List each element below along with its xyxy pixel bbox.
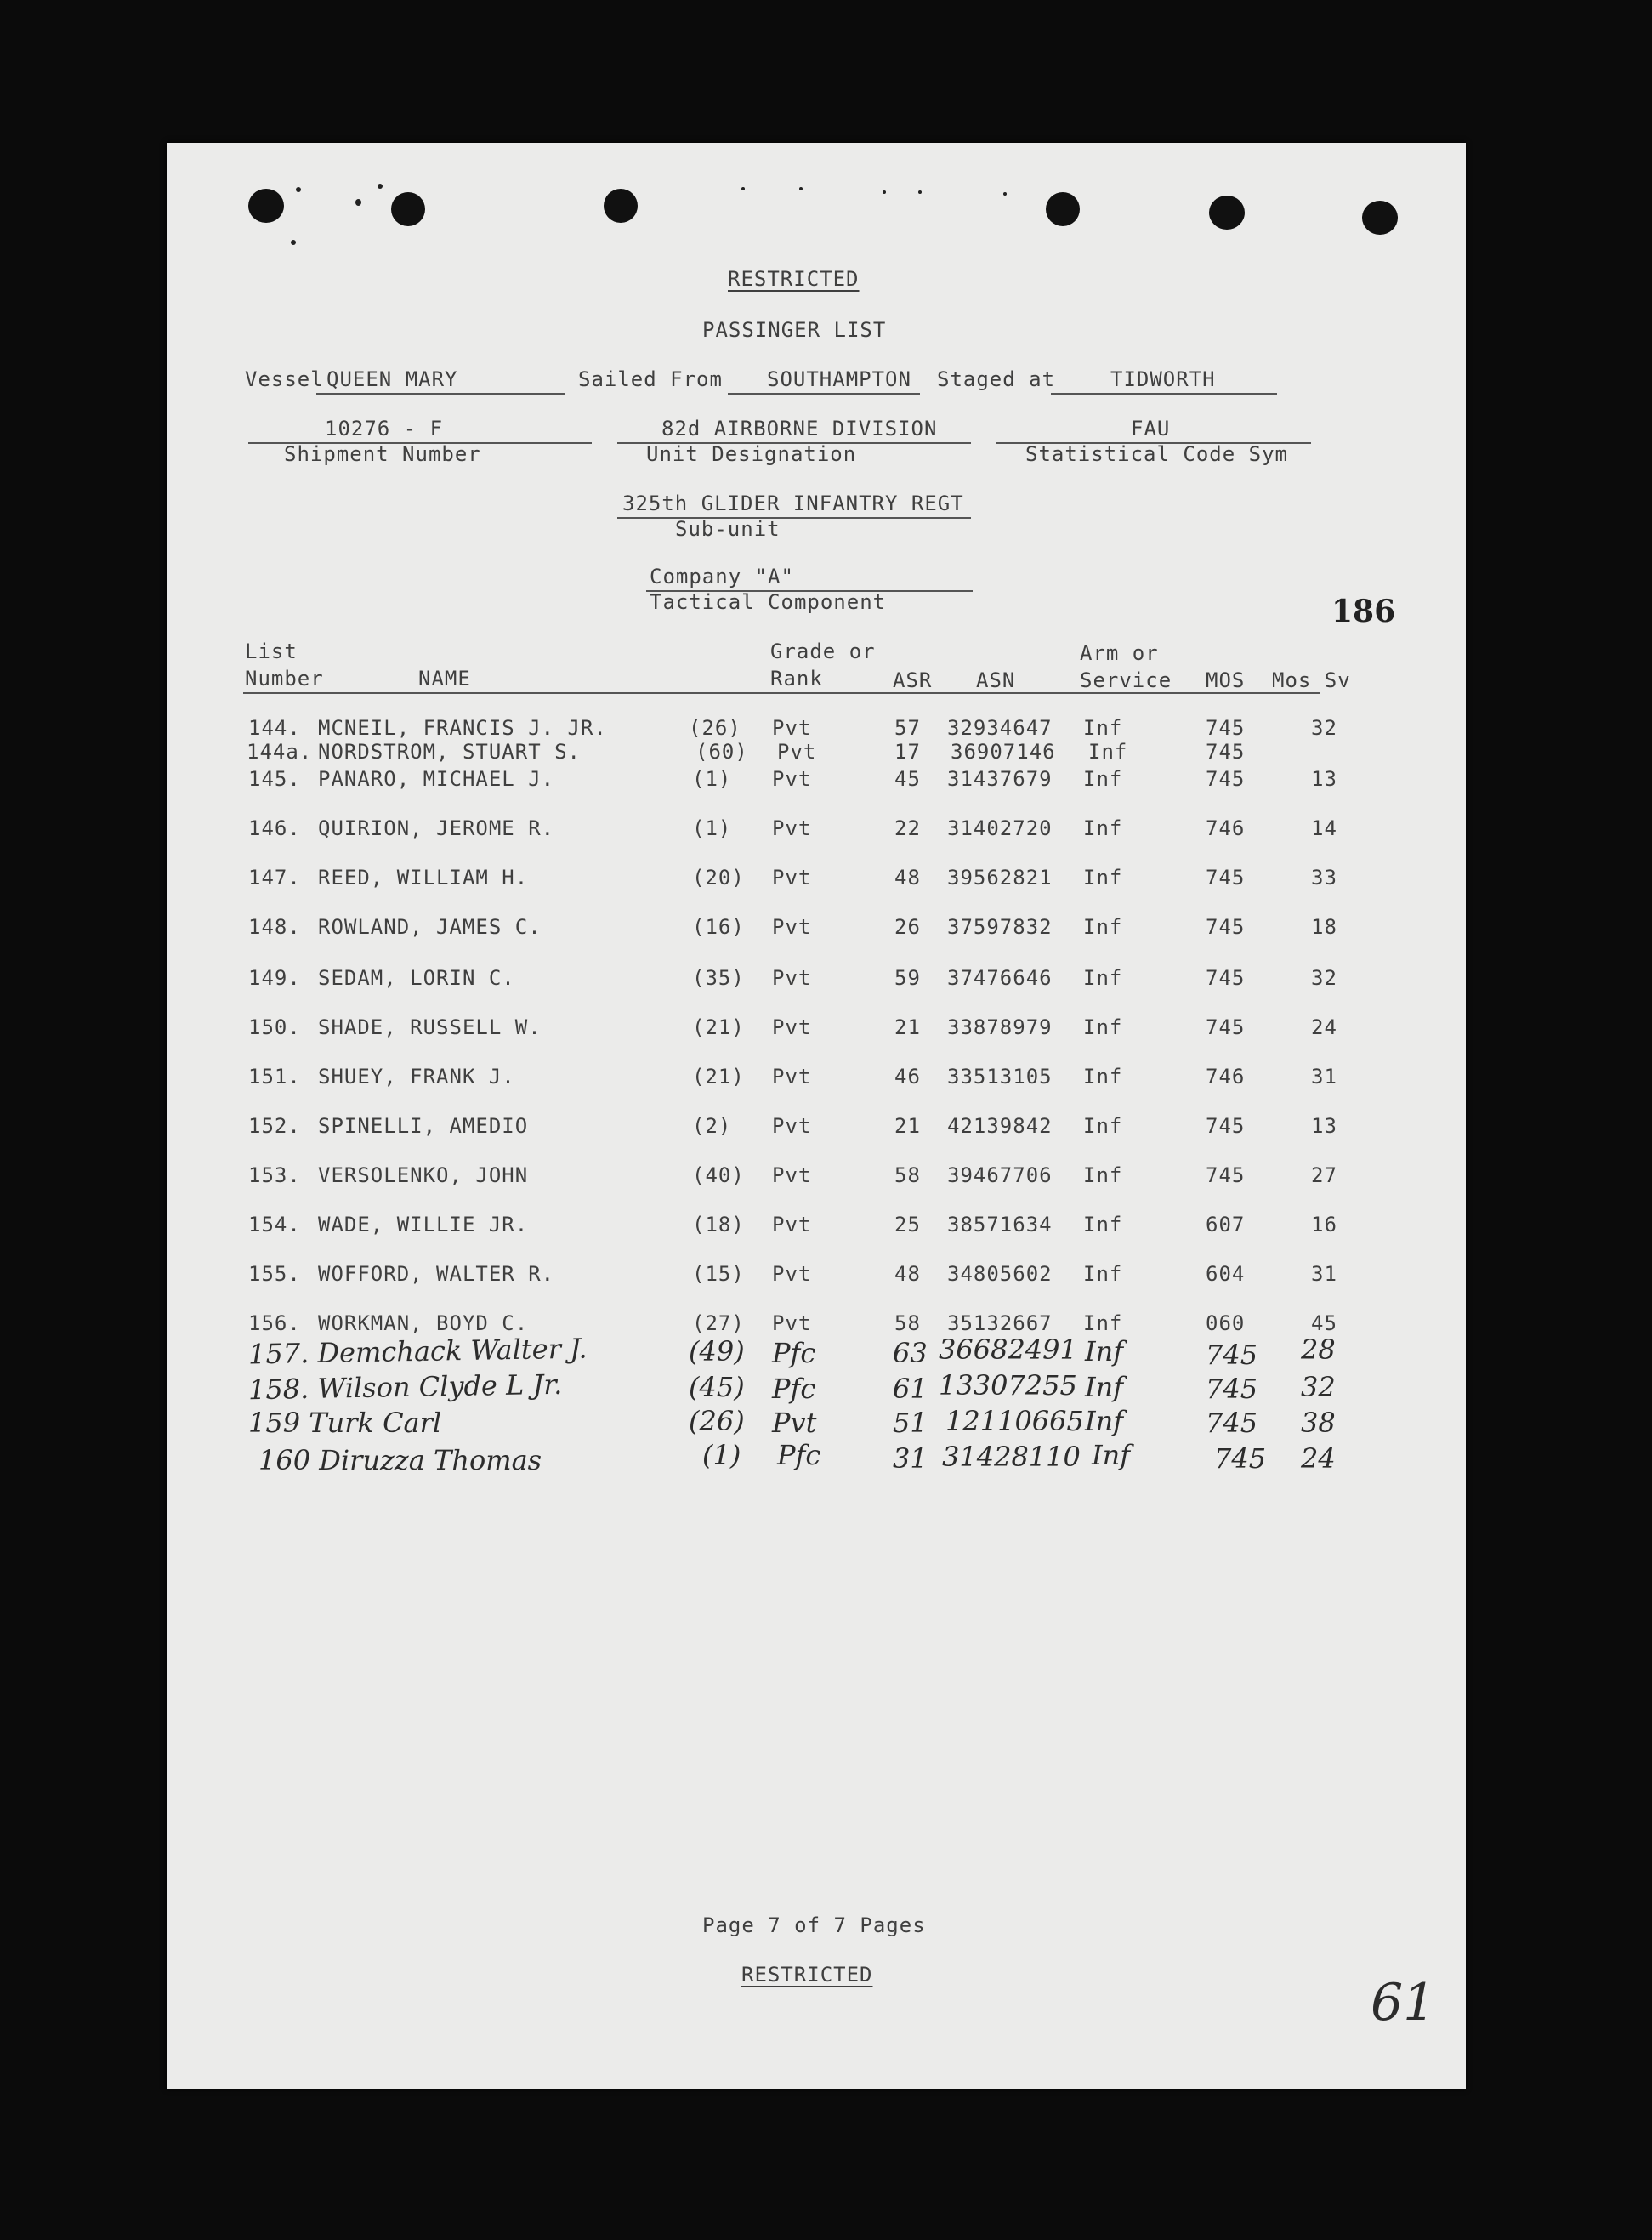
sailed-value: SOUTHAMPTON (767, 367, 911, 391)
punch-hole (604, 189, 638, 223)
mos-sv-cell: 45 (1311, 1311, 1337, 1335)
arm-cell: Inf (1083, 767, 1123, 791)
staged-label: Staged at (937, 367, 1056, 391)
hw-asn: 13307255 (939, 1369, 1077, 1401)
punch-hole (1046, 192, 1080, 226)
mos-sv-cell: 32 (1311, 716, 1337, 740)
mos-cell: 604 (1206, 1262, 1246, 1286)
hw-mos: 745 (1206, 1373, 1258, 1405)
mos-cell: 745 (1206, 866, 1246, 890)
arm-cell: Inf (1083, 1114, 1123, 1138)
asr-cell: 21 (894, 1114, 921, 1138)
mos-sv-cell: 31 (1311, 1262, 1337, 1286)
asn-cell: 38571634 (947, 1213, 1053, 1237)
rank-cell: Pvt (772, 1213, 812, 1237)
mos-sv-cell: 32 (1311, 966, 1337, 990)
rank-cell: Pvt (772, 716, 812, 740)
hw-code: (49) (689, 1335, 745, 1367)
asn-cell: 34805602 (947, 1262, 1053, 1286)
mos-cell: 060 (1206, 1311, 1246, 1335)
hw-mos: 745 (1214, 1442, 1267, 1475)
rank-cell: Pvt (772, 816, 812, 840)
passenger-name: SHUEY, FRANK J. (318, 1065, 515, 1089)
col-mos-header: MOS (1206, 668, 1246, 692)
hw-name: 159 Turk Carl (248, 1407, 442, 1439)
sailed-underline (728, 393, 920, 395)
code-cell: (16) (692, 915, 745, 939)
mos-sv-cell: 18 (1311, 915, 1337, 939)
asn-cell: 32934647 (947, 716, 1053, 740)
mos-sv-cell: 24 (1311, 1015, 1337, 1039)
passenger-name: NORDSTROM, STUART S. (318, 740, 581, 764)
page-stamp-number: 186 (1331, 594, 1396, 629)
staged-value: TIDWORTH (1110, 367, 1216, 391)
asr-cell: 58 (894, 1311, 921, 1335)
passenger-name: WADE, WILLIE JR. (318, 1213, 529, 1237)
vessel-label: Vessel (245, 367, 324, 391)
speck (291, 240, 296, 245)
rank-cell: Pvt (772, 1015, 812, 1039)
mos-cell: 745 (1206, 966, 1246, 990)
hw-name: 158. Wilson Clyde L Jr. (247, 1367, 563, 1407)
list-number: 155. (248, 1262, 301, 1286)
code-cell: (40) (692, 1163, 745, 1187)
asn-cell: 37476646 (947, 966, 1053, 990)
list-number: 144. (248, 716, 301, 740)
unit-designation-value: 82d AIRBORNE DIVISION (661, 417, 938, 441)
code-cell: (15) (692, 1262, 745, 1286)
sailed-label: Sailed From (578, 367, 723, 391)
code-cell: (18) (692, 1213, 745, 1237)
list-number: 146. (248, 816, 301, 840)
hw-asn: 31428110 (942, 1441, 1081, 1473)
hw-rank: Pfc (777, 1439, 821, 1471)
mos-sv-cell: 13 (1311, 1114, 1337, 1138)
list-number: 152. (248, 1114, 301, 1138)
arm-cell: Inf (1083, 1163, 1123, 1187)
code-cell: (21) (692, 1015, 745, 1039)
shipment-number-value: 10276 - F (325, 417, 444, 441)
document-title: PASSINGER LIST (702, 318, 887, 342)
speck (1003, 192, 1007, 196)
mos-cell: 607 (1206, 1213, 1246, 1237)
mos-cell: 746 (1206, 816, 1246, 840)
passenger-name: MCNEIL, FRANCIS J. JR. (318, 716, 607, 740)
hw-arm: Inf (1085, 1405, 1124, 1437)
asr-cell: 21 (894, 1015, 921, 1039)
hw-code: (26) (689, 1405, 745, 1437)
passenger-name: SHADE, RUSSELL W. (318, 1015, 542, 1039)
arm-cell: Inf (1083, 716, 1123, 740)
col-number-header: Number (245, 667, 324, 691)
mos-cell: 745 (1206, 767, 1246, 791)
rank-cell: Pvt (777, 740, 817, 764)
rank-cell: Pvt (772, 1163, 812, 1187)
hw-sv: 38 (1301, 1407, 1336, 1439)
arm-cell: Inf (1083, 1262, 1123, 1286)
header-underline (243, 692, 1320, 694)
unit-designation-label: Unit Designation (646, 442, 857, 466)
hw-code: (1) (702, 1439, 741, 1471)
mos-sv-cell: 33 (1311, 866, 1337, 890)
code-cell: (1) (692, 767, 732, 791)
passenger-name: SEDAM, LORIN C. (318, 966, 515, 990)
rank-cell: Pvt (772, 915, 812, 939)
hw-sv: 32 (1301, 1371, 1336, 1403)
hw-arm: Inf (1085, 1371, 1124, 1403)
hw-rank: Pfc (772, 1373, 816, 1405)
arm-cell: Inf (1083, 1065, 1123, 1089)
hw-arm: Inf (1092, 1439, 1131, 1471)
asr-cell: 59 (894, 966, 921, 990)
hw-name: 160 Diruzza Thomas (258, 1444, 542, 1476)
speck (741, 187, 745, 190)
restricted-footer: RESTRICTED (741, 1963, 873, 1987)
arm-cell: Inf (1083, 915, 1123, 939)
asr-cell: 45 (894, 767, 921, 791)
punch-hole (1209, 196, 1245, 230)
hw-rank: Pfc (772, 1337, 816, 1369)
hw-mos: 745 (1206, 1339, 1258, 1371)
code-cell: (27) (692, 1311, 745, 1335)
mos-cell: 745 (1206, 716, 1246, 740)
asr-cell: 25 (894, 1213, 921, 1237)
asn-cell: 39467706 (947, 1163, 1053, 1187)
rank-cell: Pvt (772, 966, 812, 990)
list-number: 147. (248, 866, 301, 890)
asn-cell: 36907146 (951, 740, 1056, 764)
arm-cell: Inf (1083, 1015, 1123, 1039)
code-cell: (21) (692, 1065, 745, 1089)
hw-mos: 745 (1206, 1407, 1258, 1439)
punch-hole (391, 192, 425, 226)
stat-code-value: FAU (1131, 417, 1171, 441)
restricted-header: RESTRICTED (728, 267, 860, 291)
list-number: 145. (248, 767, 301, 791)
rank-cell: Pvt (772, 1311, 812, 1335)
hw-code: (45) (689, 1371, 745, 1403)
speck (355, 199, 361, 206)
passenger-name: QUIRION, JEROME R. (318, 816, 555, 840)
list-number: 149. (248, 966, 301, 990)
arm-cell: Inf (1088, 740, 1128, 764)
passenger-name: PANARO, MICHAEL J. (318, 767, 555, 791)
arm-cell: Inf (1083, 1311, 1123, 1335)
hw-asr: 63 (893, 1337, 928, 1369)
col-grade-header: Grade or (770, 640, 876, 663)
speck (883, 190, 886, 194)
arm-cell: Inf (1083, 866, 1123, 890)
code-cell: (2) (692, 1114, 732, 1138)
code-cell: (26) (689, 716, 741, 740)
punch-hole (248, 189, 284, 223)
col-rank-header: Rank (770, 667, 823, 691)
hw-sv: 28 (1301, 1333, 1336, 1366)
list-number: 154. (248, 1213, 301, 1237)
arm-cell: Inf (1083, 966, 1123, 990)
code-cell: (1) (692, 816, 732, 840)
asn-cell: 39562821 (947, 866, 1053, 890)
hw-name: 157. Demchack Walter J. (247, 1332, 588, 1371)
subunit-value: 325th GLIDER INFANTRY REGT (622, 492, 964, 515)
speck (799, 187, 803, 190)
mos-cell: 745 (1206, 1163, 1246, 1187)
hw-asr: 61 (893, 1373, 928, 1405)
col-mos-sv-header: Mos Sv (1272, 668, 1351, 692)
hw-asn: 36682491 (939, 1333, 1077, 1366)
passenger-list-page (167, 143, 1466, 2089)
asr-cell: 48 (894, 866, 921, 890)
mos-sv-cell: 27 (1311, 1163, 1337, 1187)
stat-code-label: Statistical Code Sym (1025, 442, 1288, 466)
arm-cell: Inf (1083, 1213, 1123, 1237)
rank-cell: Pvt (772, 1065, 812, 1089)
hw-sv: 24 (1301, 1442, 1336, 1475)
asn-cell: 42139842 (947, 1114, 1053, 1138)
asr-cell: 46 (894, 1065, 921, 1089)
asr-cell: 22 (894, 816, 921, 840)
hw-asr: 51 (893, 1407, 928, 1439)
code-cell: (60) (695, 740, 748, 764)
hw-rank: Pvt (772, 1407, 817, 1439)
list-number: 153. (248, 1163, 301, 1187)
passenger-name: SPINELLI, AMEDIO (318, 1114, 529, 1138)
passenger-name: WOFFORD, WALTER R. (318, 1262, 555, 1286)
col-name-header: NAME (418, 667, 471, 691)
mos-cell: 745 (1206, 740, 1246, 764)
tactical-component-value: Company "A" (650, 565, 794, 588)
rank-cell: Pvt (772, 767, 812, 791)
arm-cell: Inf (1083, 816, 1123, 840)
rank-cell: Pvt (772, 866, 812, 890)
hw-asn: 12110665 (945, 1405, 1084, 1437)
subunit-underline (617, 517, 971, 519)
asn-cell: 31402720 (947, 816, 1053, 840)
asn-cell: 33878979 (947, 1015, 1053, 1039)
asr-cell: 26 (894, 915, 921, 939)
col-asn-header: ASN (976, 668, 1016, 692)
speck (918, 190, 922, 194)
rank-cell: Pvt (772, 1262, 812, 1286)
col-service-header: Service (1080, 668, 1172, 692)
passenger-name: WORKMAN, BOYD C. (318, 1311, 529, 1335)
list-number: 148. (248, 915, 301, 939)
passenger-name: ROWLAND, JAMES C. (318, 915, 542, 939)
subunit-label: Sub-unit (675, 517, 781, 541)
shipment-number-label: Shipment Number (284, 442, 481, 466)
col-asr-header: ASR (893, 668, 933, 692)
col-arm-header: Arm or (1080, 641, 1159, 665)
asn-cell: 31437679 (947, 767, 1053, 791)
mos-cell: 745 (1206, 915, 1246, 939)
asn-cell: 33513105 (947, 1065, 1053, 1089)
code-cell: (20) (692, 866, 745, 890)
asr-cell: 48 (894, 1262, 921, 1286)
list-number: 150. (248, 1015, 301, 1039)
passenger-name: REED, WILLIAM H. (318, 866, 529, 890)
asr-cell: 57 (894, 716, 921, 740)
list-number: 151. (248, 1065, 301, 1089)
asn-cell: 35132667 (947, 1311, 1053, 1335)
asn-cell: 37597832 (947, 915, 1053, 939)
hw-arm: Inf (1085, 1335, 1124, 1367)
vessel-underline (316, 393, 565, 395)
col-list-header: List (245, 640, 298, 663)
corner-page-number: 61 (1371, 1973, 1436, 2032)
list-number: 156. (248, 1311, 301, 1335)
staged-underline (1051, 393, 1277, 395)
mos-sv-cell: 16 (1311, 1213, 1337, 1237)
mos-cell: 745 (1206, 1114, 1246, 1138)
page-count: Page 7 of 7 Pages (702, 1913, 926, 1937)
speck (378, 184, 383, 189)
vessel-value: QUEEN MARY (326, 367, 458, 391)
code-cell: (35) (692, 966, 745, 990)
punch-hole (1362, 201, 1398, 235)
asr-cell: 17 (894, 740, 921, 764)
tactical-component-label: Tactical Component (650, 590, 887, 614)
mos-sv-cell: 13 (1311, 767, 1337, 791)
list-number: 144a. (247, 740, 313, 764)
mos-cell: 746 (1206, 1065, 1246, 1089)
mos-sv-cell: 14 (1311, 816, 1337, 840)
mos-sv-cell: 31 (1311, 1065, 1337, 1089)
passenger-name: VERSOLENKO, JOHN (318, 1163, 529, 1187)
asr-cell: 58 (894, 1163, 921, 1187)
mos-cell: 745 (1206, 1015, 1246, 1039)
rank-cell: Pvt (772, 1114, 812, 1138)
speck (296, 187, 301, 192)
hw-asr: 31 (893, 1442, 928, 1475)
